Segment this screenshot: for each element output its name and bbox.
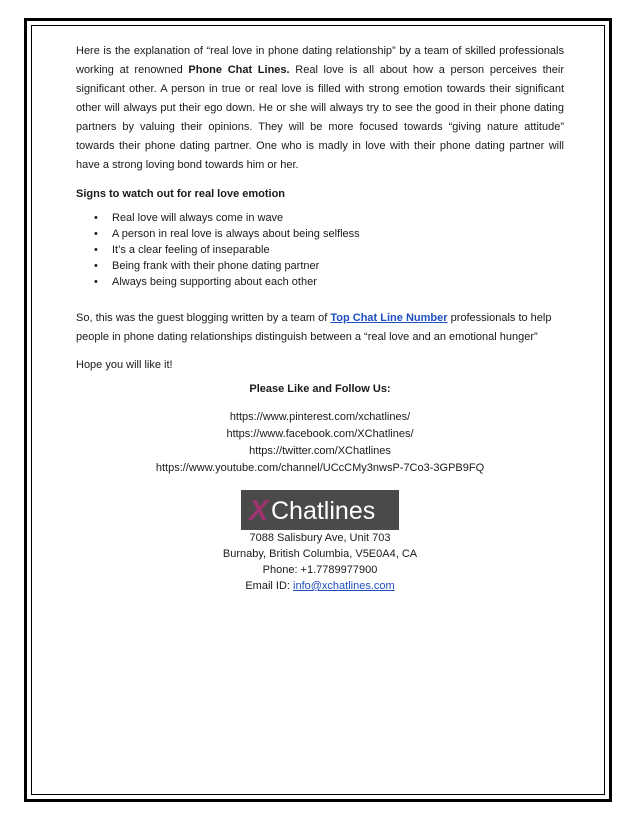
document-body (76, 42, 564, 594)
list-item (76, 274, 564, 290)
top-chat-line-link[interactable]: Top Chat Line Number (330, 312, 448, 324)
bullet-icon: • (94, 228, 98, 240)
logo-x-mark: X (249, 495, 269, 527)
closing-paragraph (76, 309, 564, 347)
logo-container (76, 490, 564, 530)
xchatlines-logo-graphic (245, 493, 395, 527)
bullet-icon: • (94, 276, 98, 288)
intro-text-1: Here is the explanation of “real love in phone dating relationship” by a team of skilled professionals working at renowned (76, 45, 564, 76)
email-line (76, 578, 564, 594)
list-item-text: It’s a clear feeling of inseparable (112, 244, 270, 256)
signs-list (76, 210, 564, 290)
closing-text-1: So, this was the guest blogging written by a team of (76, 312, 331, 324)
social-links (76, 409, 564, 477)
xchatlines-logo (241, 490, 399, 530)
logo-wordmark: Chatlines (271, 497, 376, 525)
intro-paragraph (76, 42, 564, 175)
bullet-icon: • (94, 260, 98, 272)
list-item (76, 226, 564, 242)
intro-bold-text: Phone Chat Lines. (188, 64, 290, 76)
list-item-text: Being frank with their phone dating partner (112, 260, 320, 272)
contact-address (76, 530, 564, 594)
email-label: Email ID: (245, 580, 294, 592)
youtube-link[interactable]: https://www.youtube.com/channel/UCcCMy3nwsP-7Co3-3GPB9FQ (155, 462, 485, 474)
closing-text-2: professionals to help people in phone dating relationships distinguish between a “real love and an emotional hunger” (76, 312, 552, 343)
bullet-icon: • (94, 244, 98, 256)
facebook-link[interactable]: https://www.facebook.com/XChatlines/ (226, 428, 414, 440)
list-item-text: Real love will always come in wave (112, 212, 284, 224)
list-item-text: Always being supporting about each other (112, 276, 317, 288)
list-item (76, 258, 564, 274)
address-line-1: 7088 Salisbury Ave, Unit 703 (249, 532, 391, 544)
list-item-text: A person in real love is always about being selfless (112, 228, 360, 240)
signs-heading: Signs to watch out for real love emotion (76, 188, 286, 200)
follow-heading: Please Like and Follow Us: (249, 383, 391, 395)
list-item (76, 242, 564, 258)
email-link[interactable]: info@xchatlines.com (293, 580, 395, 592)
list-item (76, 210, 564, 226)
pinterest-link[interactable]: https://www.pinterest.com/xchatlines/ (229, 411, 411, 423)
phone-number: Phone: +1.7789977900 (262, 564, 378, 576)
hope-text: Hope you will like it! (76, 359, 173, 371)
intro-text-2: Real love is all about how a person perceives their significant other. A person in true or real love is filled with strong emotion towards their significant other will always put their ego down. He or she will always try to see the good in their phone dating partners by valuing their opinions. They will be more focused towards “giving nature attitude” towards their phone dating partner. One who is madly in love with their phone dating partner will have a strong loving bond towards him or her. (76, 64, 564, 171)
twitter-link[interactable]: https://twitter.com/XChatlines (249, 445, 391, 457)
bullet-icon: • (94, 212, 98, 224)
address-line-2: Burnaby, British Columbia, V5E0A4, CA (222, 548, 418, 560)
